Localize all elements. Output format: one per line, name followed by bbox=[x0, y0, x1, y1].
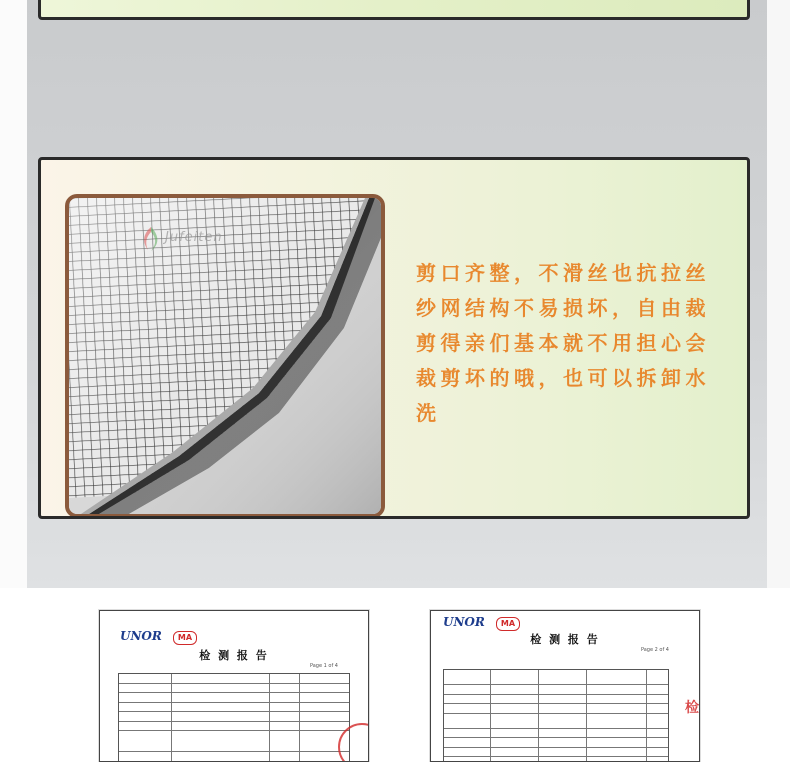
ma-mark: MA bbox=[496, 617, 520, 631]
report-table bbox=[118, 673, 350, 761]
previous-feature-panel bbox=[38, 0, 750, 20]
brand-watermark: Jufeiten bbox=[165, 230, 223, 245]
cnas-logo: UNOR bbox=[120, 629, 162, 643]
feature-description bbox=[416, 256, 716, 431]
right-margin bbox=[767, 0, 790, 588]
test-report-page-2 bbox=[430, 610, 700, 762]
ma-mark: MA bbox=[173, 631, 197, 645]
mesh-closeup-photo bbox=[65, 194, 385, 518]
feature-line: 剪得亲们基本就不用担心会 bbox=[416, 331, 710, 355]
brand-watermark-icon bbox=[139, 226, 163, 252]
page-number: Page 1 of 4 bbox=[309, 663, 338, 669]
page-number: Page 2 of 4 bbox=[640, 647, 669, 653]
left-margin bbox=[0, 0, 27, 588]
test-report-page-1 bbox=[99, 610, 369, 762]
feature-line: 剪口齐整，不滑丝也抗拉丝 bbox=[416, 261, 710, 285]
report-title: 检 测 报 告 bbox=[199, 649, 269, 662]
feature-line: 洗 bbox=[416, 401, 441, 425]
feature-line: 纱网结构不易损坏，自由裁 bbox=[416, 296, 710, 320]
feature-line: 裁剪坏的哦，也可以拆卸水 bbox=[416, 366, 710, 390]
cnas-logo: UNOR bbox=[443, 615, 485, 629]
report-table bbox=[443, 669, 669, 761]
red-seal-stamp: 检 bbox=[685, 700, 699, 716]
feature-panel bbox=[38, 157, 750, 519]
report-title: 检 测 报 告 bbox=[530, 633, 600, 646]
